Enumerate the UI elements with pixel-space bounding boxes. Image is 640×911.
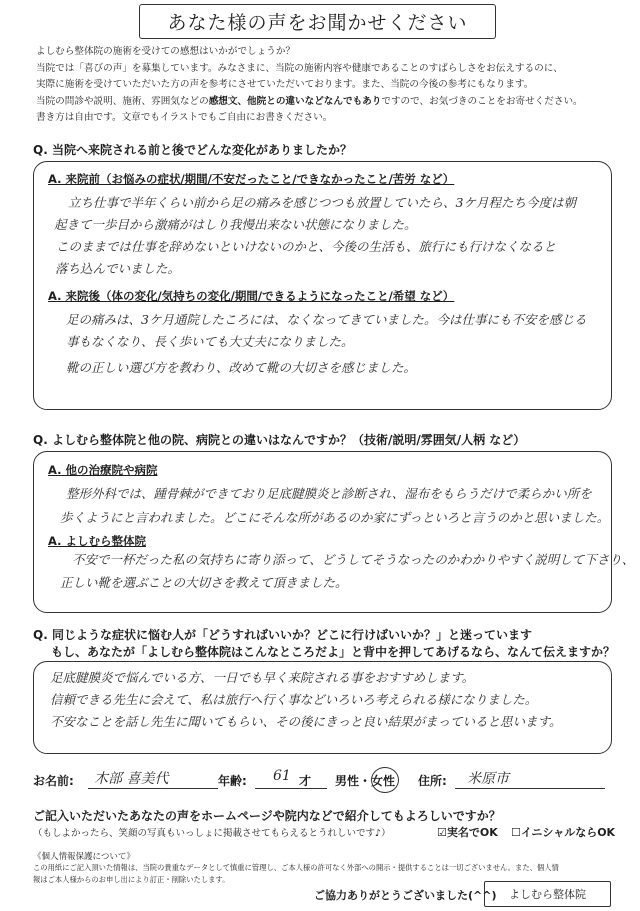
real-name-ok-checkbox[interactable]: ☑実名でOK <box>437 826 498 839</box>
after-visit-label: A. 来院後（体の変化/気持ちの変化/期間/できるようになったこと/希望 など） <box>48 289 455 303</box>
name-value: 木部 喜美代 <box>94 771 169 787</box>
age-unit: 才 <box>299 774 312 788</box>
handwritten-line: 事もなくなり、長く歩いても大丈夫になりました。 <box>66 334 354 349</box>
handwritten-line: 整形外科では、踵骨棘ができており足底腱膜炎と診断され、湿布をもらうだけで柔らかい所を <box>66 486 592 501</box>
address-label: 住所: <box>418 774 447 788</box>
handwritten-line: 正しい靴を選ぶことの大切さを教えて頂きました。 <box>60 575 348 590</box>
handwritten-line: このままでは仕事を辞めないといけないのかと、今後の生活も、旅行にも行けなくなると <box>56 239 557 254</box>
handwritten-line: 立ち仕事で半年くらい前から足の痛みを感じつつも放置していたら、3ケ月程たち今度は朝 <box>68 195 576 210</box>
clinic-name-box: よしむら整体院 <box>484 881 611 907</box>
gender-selection-circle[interactable] <box>371 767 399 793</box>
thanks-message: ご協力ありがとうございました(^^) <box>314 889 497 902</box>
consent-note: （もしよかったら、笑顔の写真もいっしょに掲載させてもらえるとうれしいです♪） <box>33 828 391 839</box>
intro-line: 実際に施術を受けていただいた方の声を参考にさせていただいております。また、当院の今後の参考にもなります。 <box>36 79 534 91</box>
handwritten-line: 信頼できる先生に会えて、私は旅行へ行く事などいろいろ考えられる様になりました。 <box>50 692 538 707</box>
consent-question: ご記入いただいたあなたの声をホームページや院内などで紹介してもよろしいですか？ <box>33 809 501 823</box>
intro-line: 書き方は自由です。文章でもイラストでもご自由にお書きください。 <box>36 112 333 124</box>
gender-options: 男性・女性 <box>335 774 396 788</box>
privacy-heading: 《個人情報保護について》 <box>33 852 135 862</box>
handwritten-line: 歩くようにと言われました。どこにそんな所があるのか家にずっといろと言うのかと思いました。 <box>60 510 610 525</box>
page-title: あなた様の声をお聞かせください <box>139 4 496 39</box>
name-label: お名前: <box>33 774 74 788</box>
address-field[interactable] <box>455 768 605 789</box>
handwritten-line: 起きて一歩目から激痛がはしり我慢出来ない状態になりました。 <box>54 217 417 232</box>
other-clinic-label: A. 他の治療院や病院 <box>48 463 158 477</box>
handwritten-line: 足底腱膜炎で悩んでいる方、一日でも早く来院される事をおすすめします。 <box>50 670 475 685</box>
question-3: Q. 同じような症状に悩む人が「どうすればいいか？どこに行けばいいか？」と迷っています <box>33 628 532 642</box>
age-field[interactable] <box>255 768 327 789</box>
privacy-text: 報はご本人様からのお申し出により訂正・削除いたします。 <box>33 875 230 884</box>
question-3-line-2: もし、あなたが「よしむら整体院はこんなところだよ」と背中を押してあげるなら、なんて伝えますか？ <box>51 645 616 659</box>
handwritten-line: 不安なことを話し先生に聞いてもらい、その後にきっと良い結果がまっていると思います。 <box>50 714 562 729</box>
our-clinic-label: A. よしむら整体院 <box>48 534 146 548</box>
intro-text <box>36 44 626 127</box>
address-value: 米原市 <box>467 771 509 787</box>
initial-ok-checkbox[interactable]: ☐イニシャルならOK <box>511 826 616 839</box>
handwritten-line: 靴の正しい選び方を教わり、改めて靴の大切さを感じました。 <box>66 360 417 375</box>
question-2: Q. よしむら整体院と他の院、病院との違いはなんですか？（技術/説明/雰囲気/人柄 など） <box>33 433 526 447</box>
age-label: 年齢: <box>218 774 247 788</box>
intro-line: よしむら整体院の施術を受けての感想はいかがでしょうか？ <box>36 46 296 57</box>
intro-line: 当院の問診や説明、施術、雰囲気などの感想文、他院との違いなどなんでもありですので、お気づきのことをお寄せください。 <box>36 95 583 107</box>
name-field[interactable] <box>88 768 218 789</box>
handwritten-line: 不安で一杯だった私の気持ちに寄り添って、どうしてそうなったのかわかりやすく説明して下さり、 <box>72 552 635 567</box>
intro-emphasis: 感想文、他院との違いなどなんでもあり <box>208 95 382 107</box>
age-value: 61 <box>273 768 291 784</box>
handwritten-line: 落ち込んでいました。 <box>55 261 181 276</box>
question-1: Q. 当院へ来院される前と後でどんな変化がありましたか？ <box>33 143 352 157</box>
handwritten-line: 足の痛みは、3ケ月通院したころには、なくなってきていました。今は仕事にも不安を感じる <box>66 312 587 327</box>
intro-line: 当院では「喜びの声」を募集しています。みなさまに、当院の施術内容や健康であることのすばらしさをお伝えするのに、 <box>36 62 563 74</box>
before-visit-label: A. 来院前（お悩みの症状/期間/不安だったこと/できなかったこと/苦労 など） <box>48 172 455 186</box>
privacy-text: この用紙にご記入頂いた情報は、当院の貴重なデータとして慎重に管理し、ご本人様の許可なく外部への開示・提供することは一切ございません。また、個人情 <box>33 863 559 872</box>
